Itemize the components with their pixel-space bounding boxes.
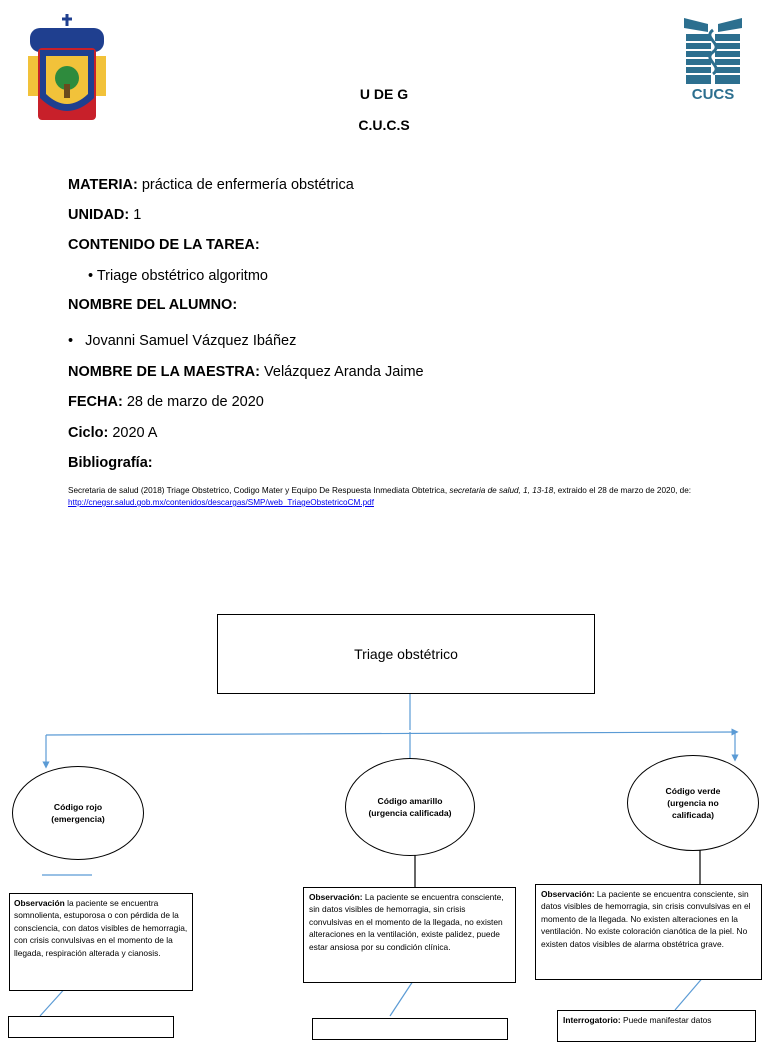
header-title-udeg: U DE G xyxy=(359,86,409,102)
obs-green-box xyxy=(535,884,762,980)
bibliography-text-b: , extraido el 28 de marzo de 2020, de: xyxy=(553,486,692,495)
obs-red-label: Observación xyxy=(14,898,65,908)
code-green-title: Código verde xyxy=(665,786,721,796)
alumno-bullet: • xyxy=(68,333,74,349)
alumno-value: Jovanni Samuel Vázquez Ibáñez xyxy=(85,333,297,349)
code-yellow-node xyxy=(345,758,475,856)
maestra-value: Velázquez Aranda Jaime xyxy=(264,364,424,380)
code-red-sub: (emergencia) xyxy=(51,814,105,824)
red-next-box xyxy=(8,1016,174,1038)
bibliography-text-a: Secretaria de salud (2018) Triage Obstetrico, Codigo Mater y Equipo De Respuesta Inmediata Obtetrica, xyxy=(68,486,450,495)
fecha-label: FECHA: xyxy=(68,394,123,410)
obs-yellow-box xyxy=(303,887,516,983)
connector-green-next xyxy=(675,975,705,1010)
unidad-label: UNIDAD: xyxy=(68,207,130,223)
code-red-title: Código rojo xyxy=(53,802,103,812)
bibliography-link[interactable]: http://cnegsr.salud.gob.mx/contenidos/descargas/SMP/web_TriageObstetricoCM.pdf xyxy=(68,498,374,507)
green-interrogatorio-box xyxy=(557,1010,756,1042)
obs-yellow-text: La paciente se encuentra consciente, sin datos visibles de hemorragia, sin crisis convulsivas en el momento de la llegada, no existen alteraciones en la ventilación, existe palidez, puede estar ansiosa por su condición clínica. xyxy=(309,892,504,952)
unidad-value: 1 xyxy=(133,207,142,223)
code-green-sub: (urgencia no calificada) xyxy=(667,798,719,820)
materia-value: práctica de enfermería obstétrica xyxy=(141,177,354,193)
alumno-label: NOMBRE DEL ALUMNO: xyxy=(68,297,238,313)
maestra-label: NOMBRE DE LA MAESTRA: xyxy=(68,364,260,380)
fecha-value: 28 de marzo de 2020 xyxy=(126,394,264,410)
code-green-node xyxy=(627,755,759,851)
yellow-next-box xyxy=(312,1018,508,1040)
materia-label: MATERIA: xyxy=(68,177,138,193)
bibliografia-label: Bibliografía: xyxy=(68,455,153,471)
bibliography-italic: secretaria de salud, 1, 13-18 xyxy=(449,486,554,495)
code-red-node xyxy=(12,766,144,860)
cucs-logo-text: CUCS xyxy=(691,86,735,103)
connector-horizontal xyxy=(46,732,735,735)
obs-green-label: Observación: xyxy=(541,889,595,899)
connector-yellow-next xyxy=(390,978,415,1016)
code-yellow-title: Código amarillo xyxy=(377,796,443,806)
obs-yellow-label: Observación: xyxy=(309,892,363,902)
obs-red-box xyxy=(9,893,193,991)
triage-root-box xyxy=(217,614,595,694)
obs-red-text: la paciente se encuentra somnolienta, estuporosa o con pérdida de la consciencia, con datos visibles de hemorragia, con crisis convulsivas en el momento de la llegada, respiración alterada y cianosis. xyxy=(14,898,188,958)
interrog-green-text: Puede manifestar datos xyxy=(620,1015,712,1025)
contenido-label: CONTENIDO DE LA TAREA: xyxy=(68,237,260,253)
ciclo-label: Ciclo: xyxy=(68,425,109,441)
code-yellow-sub: (urgencia calificada) xyxy=(368,808,452,818)
triage-root-label: Triage obstétrico xyxy=(354,646,458,662)
ciclo-value: 2020 A xyxy=(112,425,158,441)
contenido-item: • Triage obstétrico algoritmo xyxy=(88,268,268,284)
obs-green-text: La paciente se encuentra consciente, sin datos visibles de hemorragia, sin crisis convulsivas en el momento de la llegada. No existen alteraciones en la ventilación. No existe coloración cianótica de la piel. No existen datos visibles de alarma obstétrica grave. xyxy=(541,889,751,949)
interrog-green-label: Interrogatorio: xyxy=(563,1015,621,1025)
header-title-cucs: C.U.C.S xyxy=(358,117,410,133)
